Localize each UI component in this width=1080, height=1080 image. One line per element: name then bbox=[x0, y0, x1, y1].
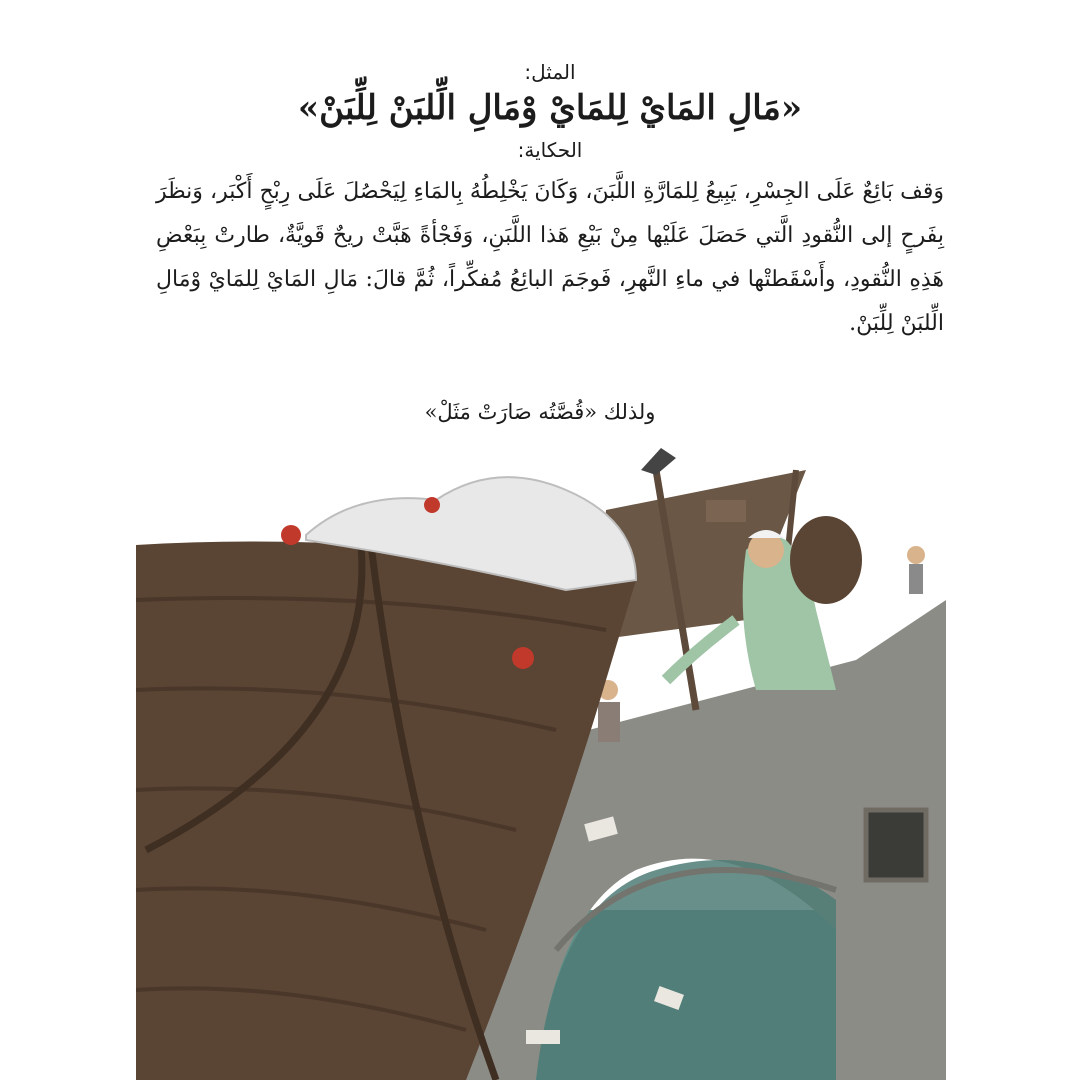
story-illustration bbox=[136, 430, 946, 1080]
milk-jug bbox=[790, 516, 862, 604]
text-block bbox=[150, 60, 950, 346]
story-body: وَقف بَائِعٌ عَلَى الجِسْرِ، يَبِيعُ لِلمَارَّةِ اللَّبَنَ، وَكَانَ يَخْلِطُهُ بِالمَاءِ لِيَحْصُلَ عَلَى رِبْحٍ أَكْبَر، وَنظَرَ بِفَرحٍ إلى النُّقودِ الَّتي حَصَلَ عَلَيْها مِنْ بَيْعِ هَذا اللَّبَنِ، وَفَجْأةً هَبَّتْ ريحٌ قَويَّةٌ، طارتْ بِبَعْضِ هَذِهِ النُّقودِ، وأَسْقَطتْها في ماءِ النَّهرِ، فَوجَمَ البائِعُ مُفكِّراً، ثُمَّ قالَ: مَالِ المَايْ لِلمَايْ وْمَالِ الِّلبَنْ لِلِّبَنْ. bbox=[156, 179, 944, 336]
story-label: الحكاية: bbox=[517, 138, 583, 162]
proverb-title: «مَالِ المَايْ لِلمَايْ وْمَالِ الِّلبَنْ لِلِّبَنْ» bbox=[297, 88, 803, 128]
proverb-label: المثل: bbox=[524, 60, 576, 84]
bridge-window bbox=[866, 810, 926, 880]
bird bbox=[641, 448, 676, 475]
moral-line: ولذلك «قُصَّتُه صَارَتْ مَثَلْ» bbox=[424, 400, 656, 424]
